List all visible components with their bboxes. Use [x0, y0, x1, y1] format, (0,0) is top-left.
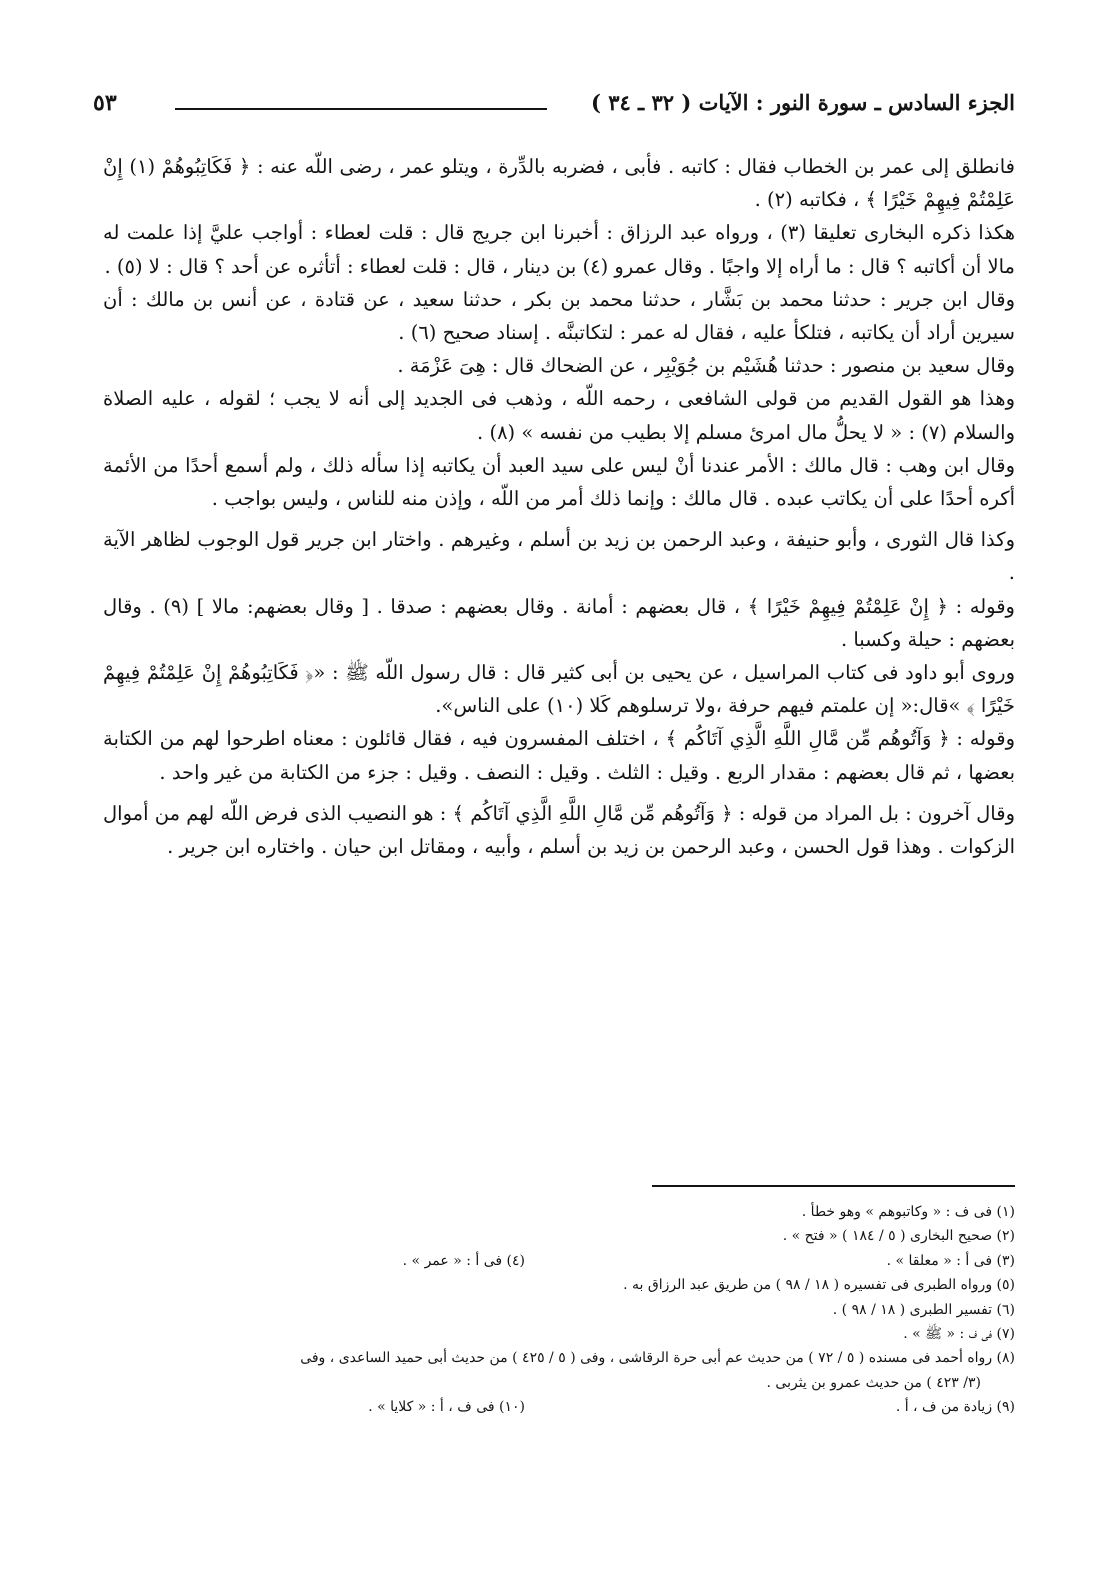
header-title: الجزء السادس ـ سورة النور : الآيات ( ٣٢ ـ ٣٤ )	[590, 90, 1015, 115]
footnote: (٤) فى أ : « عمر » .	[402, 1252, 525, 1269]
footnote: (٣) فى أ : « معلقا » .	[886, 1252, 1015, 1269]
footnote: (١٠) فى ف ، أ : « كلايا » .	[368, 1399, 525, 1416]
footnote-row	[103, 1249, 1015, 1273]
footnote: (٧) فى ف : « ﷺ » .	[903, 1326, 1015, 1343]
paragraph: وقوله : ﴿ وَآتُوهُم مِّن مَّالِ اللَّهِ الَّذِي آتَاكُم ﴾ ، اختلف المفسرون فيه ، فقال قائلون : معناه اطرحوا لهم من الكتابة بعضها ، ثم قال بعضهم : مقدار الربع . وقيل : الثلث . وقيل : النصف . وقيل : جزء من الكتابة من غير واحد .	[103, 727, 1015, 784]
paragraph: فانطلق إلى عمر بن الخطاب فقال : كاتبه . فأبى ، فضربه بالدِّرة ، ويتلو عمر ، رضى اللّه عنه : ﴿ فَكَاتِبُوهُمْ (١) إِنْ عَلِمْتُمْ فِيهِمْ خَيْرًا ﴾ ، فكاتبه (٢) .	[103, 155, 1016, 212]
paragraph: وهذا هو القول القديم من قولى الشافعى ، رحمه اللّه ، وذهب فى الجديد إلى أنه لا يجب ؛ لقوله ، عليه الصلاة والسلام (٧) : « لا يحلُّ مال امرئ مسلم إلا بطيب من نفسه » (٨) .	[103, 387, 1015, 444]
paragraph: وقال ابن وهب : قال مالك : الأمر عندنا أنْ ليس على سيد العبد أن يكاتبه إذا سأله ذلك ، ولم أسمع أحدًا من الأئمة أكره أحدًا على أن يكاتب عبده . قال مالك : وإنما ذلك أمر من اللّه ، وإذن منه للناس ، وليس بواجب .	[103, 453, 1015, 511]
footnote-rule	[652, 1185, 1015, 1187]
paragraph: وقال آخرون : بل المراد من قوله : ﴿ وَآتُوهُم مِّن مَّالِ اللَّهِ الَّذِي آتَاكُم ﴾ : هو النصيب الذى فرض اللّه لهم من أموال الزكوات . وهذا قول الحسن ، وعبد الرحمن بن زيد بن أسلم ، وأبيه ، ومقاتل ابن حيان . واختاره ابن جرير .	[103, 801, 1015, 859]
running-header	[93, 86, 1015, 126]
page-number: ٥٣	[93, 90, 117, 116]
paragraph: وروى أبو داود فى كتاب المراسيل ، عن يحيى بن أبى كثير قال : قال رسول اللّه ﷺ : «﴿ فَكَاتِبُوهُمْ إِنْ عَلِمْتُمْ فِيهِمْ خَيْرًا ﴾ »قال:« إن علمتم فيهم حرفة ،ولا ترسلوهم كَلا (١٠) على الناس».	[103, 661, 1015, 718]
main-text	[103, 150, 1015, 863]
footnote: (٥) ورواه الطبرى فى تفسيره ( ١٨ / ٩٨ ) من طريق عبد الرزاق به .	[623, 1277, 1015, 1294]
footnote: (٢) صحيح البخارى ( ٥ / ١٨٤ ) « فتح » .	[782, 1228, 1015, 1245]
paragraph: وقال ابن جرير : حدثنا محمد بن بَشَّار ، حدثنا محمد بن بكر ، حدثنا سعيد ، عن قتادة ، عن أنس بن مالك : أن سيرين أراد أن يكاتبه ، فتلكأ عليه ، فقال له عمر : لتكاتبنَّه . إسناد صحيح (٦) .	[103, 287, 1015, 345]
paragraph: وكذا قال الثورى ، وأبو حنيفة ، وعبد الرحمن بن زيد بن أسلم ، وغيرهم . واختار ابن جرير قول الوجوب لظاهر الآية .	[103, 528, 1015, 585]
footnote: (٦) تفسير الطبرى ( ١٨ / ٩٨ ) .	[832, 1301, 1015, 1318]
footnotes	[103, 1200, 1015, 1420]
footnote-row	[103, 1395, 1015, 1419]
footnote: (١) فى ف : « وكاتبوهم » وهو خطأ .	[801, 1204, 1015, 1220]
paragraph: وقوله : ﴿ إِنْ عَلِمْتُمْ فِيهِمْ خَيْرًا ﴾ ، قال بعضهم : أمانة . وقال بعضهم : صدقا . [ وقال بعضهم: مالا ] (٩) . وقال بعضهم : حيلة وكسبا .	[103, 594, 1015, 651]
footnote-continuation: (٣/ ٤٢٣ ) من حديث عمرو بن يثربى .	[766, 1374, 981, 1391]
paragraph: وقال سعيد بن منصور : حدثنا هُشَيْم بن جُوَيْبِر ، عن الضحاك قال : هِىَ عَزْمَة .	[397, 354, 1015, 378]
header-rule	[175, 108, 547, 110]
footnote: (٨) رواه أحمد فى مسنده ( ٥ / ٧٢ ) من حديث عم أبى حرة الرقاشى ، وفى ( ٥ / ٤٢٥ ) من حديث أبى حميد الساعدى ، وفى	[300, 1350, 1015, 1367]
paragraph: هكذا ذكره البخارى تعليقا (٣) ، ورواه عبد الرزاق : أخبرنا ابن جريج قال : قلت لعطاء : أواجب عليَّ إذا علمت له مالا أن أكاتبه ؟ قال : ما أراه إلا واجبًا . وقال عمرو (٤) بن دينار ، قال : قلت لعطاء : أتأثره عن أحد ؟ قال : لا (٥) .	[103, 221, 1015, 278]
footnote: (٩) زيادة من ف ، أ .	[895, 1399, 1015, 1416]
